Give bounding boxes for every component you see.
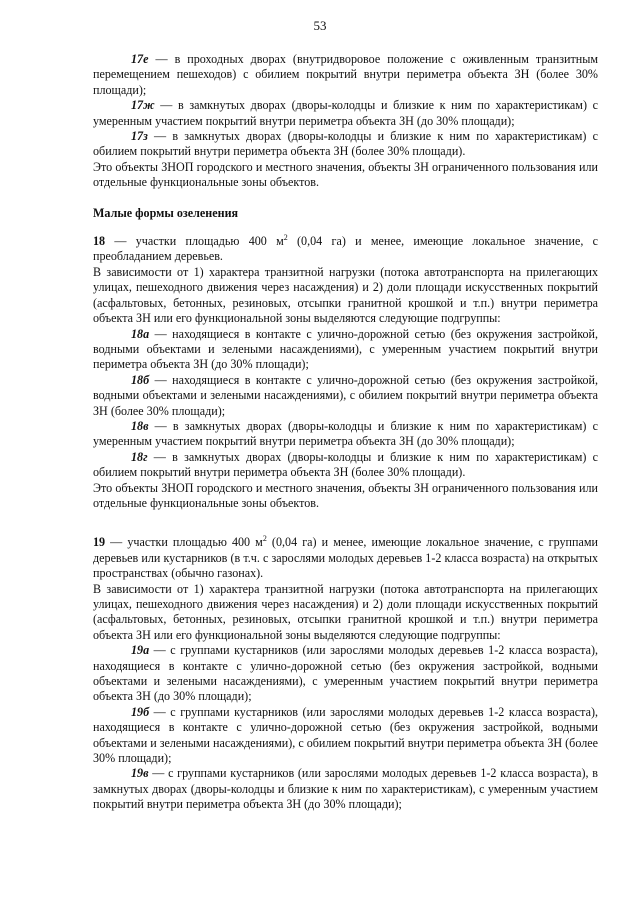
subgroup-code: 18г xyxy=(131,449,148,464)
subgroup-text: — находящиеся в контакте с улично-дорожной сетью (без окружения застройкой, водными объектами и зелеными насаждениями), с обилием покрытий внутри периметра объекта ЗН (более 30% площади); xyxy=(93,372,598,418)
subgroup-code: 19в xyxy=(131,766,149,781)
group-text-pre: — участки площадью 400 м xyxy=(105,234,284,249)
subgroup-text: — с группами кустарников (или зарослями молодых деревьев 1-2 класса возраста), в замкнутых дворах (дворы-колодцы и близкие к ним по характеристикам), с умеренным участием покрытий внутри периметра объекта ЗН (до 30% площади); xyxy=(93,766,598,812)
subgroup-text: — в проходных дворах (внутридворовое положение с оживленным транзитным перемещением пешеходов) с обилием покрытий внутри периметра объекта ЗН (более 30% площади); xyxy=(93,52,598,97)
summary-paragraph: Это объекты ЗНОП городского и местного значения, объекты ЗН ограниченного пользования или отдельные функциональные зоны объектов. xyxy=(93,480,598,510)
subgroup-code: 18б xyxy=(131,372,150,387)
subgroup-17zh xyxy=(93,98,598,129)
group-text-post: (0,04 га) и менее, имеющие локальное значение, с группами деревьев или кустарников (в т.ч. с зарослями молодых деревьев 1-2 класса возраста) на открытых пространствах (обычно газонах). xyxy=(93,535,598,581)
criteria-paragraph: В зависимости от 1) характера транзитной нагрузки (потока автотранспорта на прилегающих улицах, пешеходного движения через насаждения) и 2) доли площади искусственных покрытий (асфальтовых, бетонных, резиновых, отсыпки гранитной крошкой и т.п.) внутри периметра объекта ЗН или его функциональной зоны выделяются следующие подгруппы: xyxy=(93,581,598,642)
group-text-post: (0,04 га) и менее, имеющие локальное значение, с преобладанием деревьев. xyxy=(93,234,598,264)
section-heading: Малые формы озеленения xyxy=(93,205,239,220)
subgroup-code: 17ж xyxy=(131,98,155,113)
subgroup-code: 18в xyxy=(131,418,149,433)
group-19-definition xyxy=(93,535,598,581)
subgroup-text: — с группами кустарников (или зарослями молодых деревьев 1-2 класса возраста), находящиеся в контакте с улично-дорожной сетью (без окружения застройкой, водными объектами и зелеными насаждениями), с обилием покрытий внутри периметра объекта ЗН (более 30% площади); xyxy=(93,704,598,766)
subgroup-code: 19б xyxy=(131,704,150,719)
subgroup-text: — в замкнутых дворах (дворы-колодцы и близкие к ним по характеристикам) с обилием покрытий внутри периметра объекта ЗН (более 30% площади). xyxy=(93,449,598,480)
subgroup-18a xyxy=(93,327,598,373)
subgroup-19v xyxy=(93,766,598,812)
subgroup-text: — с группами кустарников (или зарослями молодых деревьев 1-2 класса возраста), находящиеся в контакте с улично-дорожной сетью (без окружения застройкой, водными объектами и зелеными насаждениями), с умеренным участием покрытий внутри периметра объекта ЗН (до 30% площади); xyxy=(93,643,598,704)
subgroup-18b xyxy=(93,373,598,419)
subgroup-code: 17з xyxy=(131,129,148,144)
subgroup-code: 18а xyxy=(131,326,150,341)
group-number: 19 xyxy=(93,535,106,550)
subgroup-code: 17е xyxy=(131,52,149,66)
subgroup-code: 19а xyxy=(131,643,150,658)
subgroup-18g xyxy=(93,450,598,481)
document-body xyxy=(93,52,598,813)
subgroup-text: — в замкнутых дворах (дворы-колодцы и близкие к ним по характеристикам) с умеренным участием покрытий внутри периметра объекта ЗН (до 30% площади); xyxy=(93,418,598,449)
group-18-definition xyxy=(93,234,598,265)
subgroup-18v xyxy=(93,419,598,450)
subgroup-19a xyxy=(93,643,598,705)
group-text-pre: — участки площадью 400 м xyxy=(105,535,263,550)
page-number: 53 xyxy=(313,18,327,33)
criteria-paragraph: В зависимости от 1) характера транзитной нагрузки (потока автотранспорта на прилегающих улицах, пешеходного движения через насаждения) и 2) доли площади искусственных покрытий (асфальтовых, бетонных, резиновых, отсыпки гранитной крошкой и т.п.) внутри периметра объекта ЗН или его функциональной зоны выделяются следующие подгруппы: xyxy=(93,264,598,326)
subgroup-19b xyxy=(93,705,598,767)
subgroup-17z xyxy=(93,129,598,160)
subgroup-17e xyxy=(93,52,598,98)
subgroup-text: — находящиеся в контакте с улично-дорожной сетью (без окружения застройкой, водными объектами и зелеными насаждениями), с умеренным участием покрытий внутри периметра объекта ЗН (до 30% площади); xyxy=(93,326,598,372)
subgroup-text: — в замкнутых дворах (дворы-колодцы и близкие к ним по характеристикам) с обилием покрытий внутри периметра объекта ЗН (более 30% площади). xyxy=(93,129,598,159)
superscript: 2 xyxy=(283,233,288,243)
summary-paragraph: Это объекты ЗНОП городского и местного значения, объекты ЗН ограниченного пользования или отдельные функциональные зоны объектов. xyxy=(93,159,598,190)
group-number: 18 xyxy=(93,234,106,249)
subgroup-text: — в замкнутых дворах (дворы-колодцы и близкие к ним по характеристикам) с умеренным участием покрытий внутри периметра объекта ЗН (до 30% площади); xyxy=(93,98,598,128)
superscript: 2 xyxy=(262,534,267,544)
